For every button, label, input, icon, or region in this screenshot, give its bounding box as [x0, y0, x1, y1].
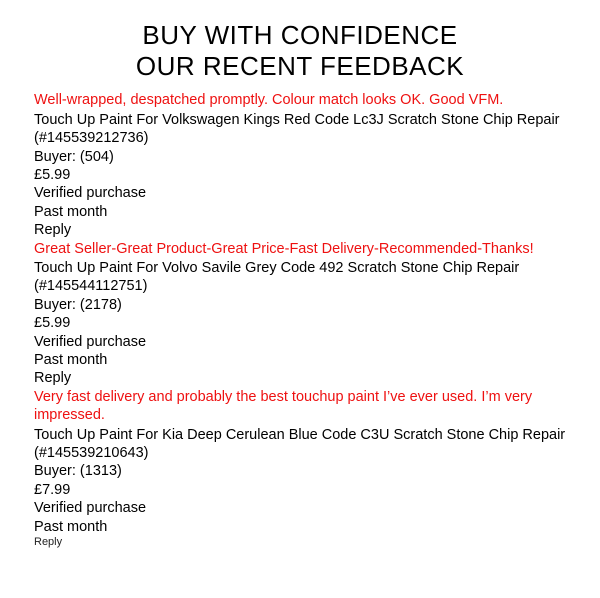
feedback-item-title[interactable]: Touch Up Paint For Volvo Savile Grey Code 492 Scratch Stone Chip Repair (#145544112751) [34, 260, 520, 295]
feedback-item-title[interactable]: Touch Up Paint For Volkswagen Kings Red Code Lc3J Scratch Stone Chip Repair (#145539212736) [34, 111, 560, 147]
feedback-verified-badge: Verified purchase [34, 500, 147, 517]
feedback-item [34, 388, 566, 550]
feedback-item [34, 91, 566, 239]
feedback-price: £5.99 [34, 166, 71, 183]
feedback-item [34, 240, 566, 388]
feedback-comment: Very fast delivery and probably the best touchup paint I’ve ever used. I’m very impressed. [34, 388, 533, 424]
feedback-reply-link[interactable]: Reply [34, 370, 72, 387]
header-line-2: OUR RECENT FEEDBACK [135, 50, 465, 81]
feedback-reply-link[interactable]: Reply [34, 536, 63, 549]
feedback-date: Past month [34, 203, 108, 220]
feedback-price: £5.99 [34, 315, 71, 332]
feedback-reply-link[interactable]: Reply [34, 222, 72, 239]
feedback-comment: Well-wrapped, despatched promptly. Colour match looks OK. Good VFM. [34, 92, 504, 109]
feedback-price: £7.99 [34, 481, 71, 498]
feedback-verified-badge: Verified purchase [34, 185, 147, 202]
feedback-list [34, 91, 566, 550]
feedback-date: Past month [34, 518, 108, 535]
feedback-buyer: Buyer: (504) [34, 148, 114, 165]
page-header [34, 20, 566, 81]
feedback-item-title[interactable]: Touch Up Paint For Kia Deep Cerulean Blue Code C3U Scratch Stone Chip Repair (#145539210643) [34, 426, 566, 462]
feedback-comment: Great Seller-Great Product-Great Price-Fast Delivery-Recommended-Thanks! [34, 240, 534, 257]
feedback-buyer: Buyer: (1313) [34, 463, 122, 480]
feedback-date: Past month [34, 352, 108, 369]
feedback-verified-badge: Verified purchase [34, 333, 147, 350]
header-line-1: BUY WITH CONFIDENCE [142, 20, 458, 50]
feedback-buyer: Buyer: (2178) [34, 296, 122, 313]
